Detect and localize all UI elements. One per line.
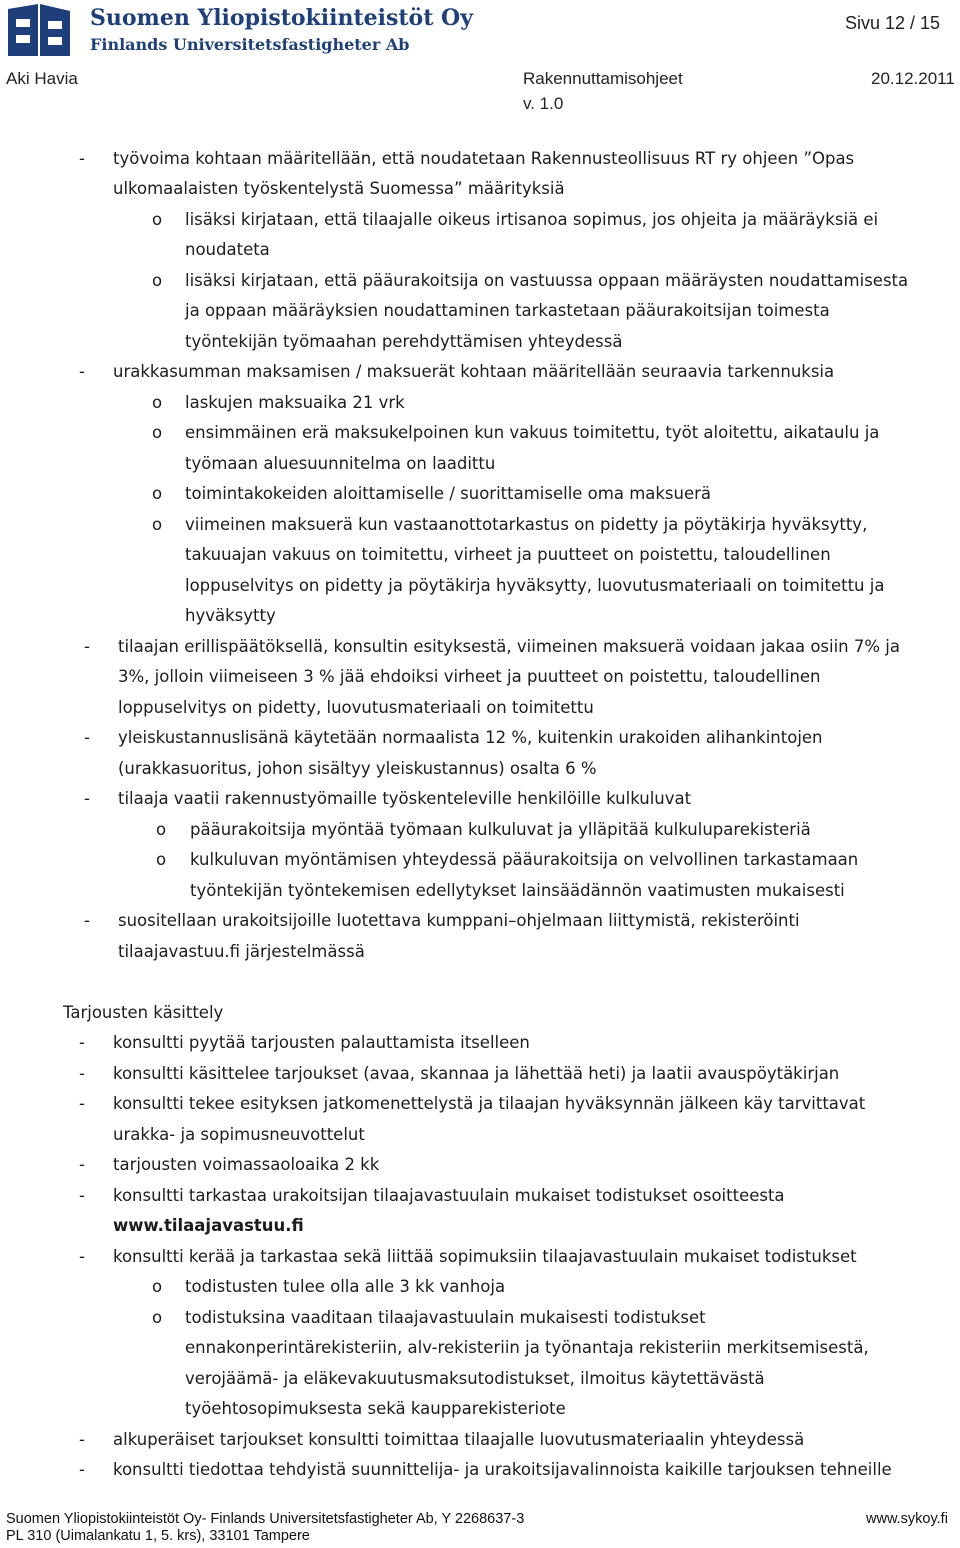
body-line: loppuselvitys on pidetty ja pöytäkirja hyväksytty, luovutusmateriaali on toimitettu ja	[185, 576, 885, 595]
document-title: Rakennuttamisohjeet	[523, 69, 683, 88]
bullet-circle: o	[152, 393, 163, 412]
body-line: tarjousten voimassaoloaika 2 kk	[113, 1155, 380, 1174]
body-line: suositellaan urakoitsijoille luotettava kumppani–ohjelmaan liittymistä, rekisteröinti	[118, 911, 800, 930]
bullet-circle: o	[152, 1277, 163, 1296]
body-line: kulkuluvan myöntämisen yhteydessä pääurakoitsija on velvollinen tarkastamaan	[190, 850, 859, 869]
body-line: takuuajan vakuus on toimitettu, virheet ja puutteet on poistettu, taloudellinen	[185, 545, 831, 564]
body-line: ja oppaan määräyksien noudattaminen tarkastetaan pääurakoitsijan toimesta	[185, 301, 830, 320]
body-line: loppuselvitys on pidetty, luovutusmateriaali on toimitettu	[118, 698, 594, 717]
website-link[interactable]: www.tilaajavastuu.fi	[113, 1216, 304, 1235]
body-line: todistuksina vaaditaan tilaajavastuulain mukaisesti todistukset	[185, 1308, 706, 1327]
logo-mark-icon	[2, 3, 74, 57]
bullet-circle: o	[152, 210, 163, 229]
body-line: hyväksytty	[185, 606, 276, 625]
author: Aki Havia	[6, 69, 78, 88]
body-line: toimintakokeiden aloittamiselle / suorittamiselle oma maksuerä	[185, 484, 712, 503]
body-line: urakkasumman maksamisen / maksuerät kohtaan määritellään seuraavia tarkennuksia	[113, 362, 835, 381]
body-line: tilaajan erillispäätöksellä, konsultin esityksestä, viimeinen maksuerä voidaan jakaa osiin 7% ja	[118, 637, 900, 656]
bullet-dash: -	[79, 1033, 85, 1052]
body-line: noudateta	[185, 240, 270, 259]
body-line: 3%, jolloin viimeiseen 3 % jää ehdoiksi virheet ja puutteet on poistettu, taloudellinen	[118, 667, 821, 686]
bullet-dash: -	[79, 1094, 85, 1113]
bullet-dash: -	[79, 1064, 85, 1083]
body-line: konsultti tiedottaa tehdyistä suunnittelija- ja urakoitsijavalinnoista kaikille tarjouksen tehneille	[113, 1460, 892, 1479]
bullet-dash: -	[84, 911, 90, 930]
body-line: konsultti tekee esityksen jatkomenettelystä ja tilaajan hyväksynnän jälkeen käy tarvittavat	[113, 1094, 866, 1113]
body-line: viimeinen maksuerä kun vastaanottotarkastus on pidetty ja pöytäkirja hyväksytty,	[185, 515, 868, 534]
body-line: työmaan aluesuunnitelma on laadittu	[185, 454, 496, 473]
footer-website[interactable]: www.sykoy.fi	[866, 1511, 948, 1527]
body-line: (urakkasuoritus, johon sisältyy yleiskustannus) osalta 6 %	[118, 759, 597, 778]
bullet-dash: -	[84, 728, 90, 747]
bullet-dash: -	[84, 637, 90, 656]
bullet-circle: o	[152, 423, 163, 442]
body-line: lisäksi kirjataan, että tilaajalle oikeus irtisanoa sopimus, jos ohjeita ja määräyksiä ei	[185, 210, 879, 229]
bullet-circle: o	[152, 484, 163, 503]
document-version: v. 1.0	[523, 94, 564, 113]
body-line: todistusten tulee olla alle 3 kk vanhoja	[185, 1277, 506, 1296]
body-line: verojäämä- ja eläkevakuutusmaksutodistukset, ilmoitus käytettävästä	[185, 1369, 765, 1388]
bullet-dash: -	[79, 1155, 85, 1174]
bullet-circle: o	[156, 820, 167, 839]
body-line: konsultti pyytää tarjousten palauttamista itselleen	[113, 1033, 530, 1052]
body-line: ensimmäinen erä maksukelpoinen kun vakuus toimitettu, työt aloitettu, aikataulu ja	[185, 423, 880, 442]
body-line: konsultti kerää ja tarkastaa sekä liittää sopimuksiin tilaajavastuulain mukaiset todistukset	[113, 1247, 857, 1266]
body-line: alkuperäiset tarjoukset konsultti toimittaa tilaajalle luovutusmateriaalin yhteydessä	[113, 1430, 805, 1449]
body-line: konsultti käsittelee tarjoukset (avaa, skannaa ja lähettää heti) ja laatii avauspöytäkirjan	[113, 1064, 840, 1083]
body-line: yleiskustannuslisänä käytetään normaalista 12 %, kuitenkin urakoiden alihankintojen	[118, 728, 823, 747]
footer-address: PL 310 (Uimalankatu 1, 5. krs), 33101 Tampere	[6, 1528, 310, 1544]
body-line: urakka- ja sopimusneuvottelut	[113, 1125, 365, 1144]
bullet-dash: -	[79, 1247, 85, 1266]
body-line: pääurakoitsija myöntää työmaan kulkuluvat ja ylläpitää kulkuluparekisteriä	[190, 820, 811, 839]
bullet-dash: -	[79, 149, 85, 168]
bullet-circle: o	[156, 850, 167, 869]
bullet-dash: -	[79, 1430, 85, 1449]
document-date: 20.12.2011	[871, 69, 955, 88]
logo-name-fi: Suomen Yliopistokiinteistöt Oy	[90, 5, 474, 31]
bullet-circle: o	[152, 271, 163, 290]
body-line: työntekijän työntekemisen edellytykset lainsäädännön vaatimusten mukaisesti	[190, 881, 845, 900]
body-line: ennakonperintärekisteriin, alv-rekisteriin ja työnantaja rekisteriin merkitsemisestä,	[185, 1338, 869, 1357]
body-line: konsultti tarkastaa urakoitsijan tilaajavastuulain mukaiset todistukset osoitteesta	[113, 1186, 785, 1205]
bullet-circle: o	[152, 1308, 163, 1327]
body-line: laskujen maksuaika 21 vrk	[185, 393, 405, 412]
bullet-dash: -	[79, 362, 85, 381]
body-line: lisäksi kirjataan, että pääurakoitsija on vastuussa oppaan määräysten noudattamisesta	[185, 271, 909, 290]
body-line: työvoima kohtaan määritellään, että noudatetaan Rakennusteollisuus RT ry ohjeen ”Opas	[113, 149, 855, 168]
page-number: Sivu 12 / 15	[845, 13, 941, 33]
body-line: tilaaja vaatii rakennustyömaille työskenteleville henkilöille kulkuluvat	[118, 789, 692, 808]
body-line: työehtosopimuksesta sekä kaupparekisteriote	[185, 1399, 566, 1418]
body-line: ulkomaalaisten työskentelystä Suomessa” määrityksiä	[113, 179, 565, 198]
section-heading: Tarjousten käsittely	[63, 1003, 224, 1022]
bullet-dash: -	[79, 1186, 85, 1205]
logo-name-sv: Finlands Universitetsfastigheter Ab	[90, 35, 410, 54]
bullet-dash: -	[79, 1460, 85, 1479]
footer-company: Suomen Yliopistokiinteistöt Oy- Finlands Universitetsfastigheter Ab, Y 2268637-3	[6, 1511, 525, 1527]
company-logo	[2, 3, 474, 57]
body-line: tilaajavastuu.fi järjestelmässä	[118, 942, 365, 961]
bullet-dash: -	[84, 789, 90, 808]
body-line: työntekijän työmaahan perehdyttämisen yhteydessä	[185, 332, 623, 351]
bullet-circle: o	[152, 515, 163, 534]
